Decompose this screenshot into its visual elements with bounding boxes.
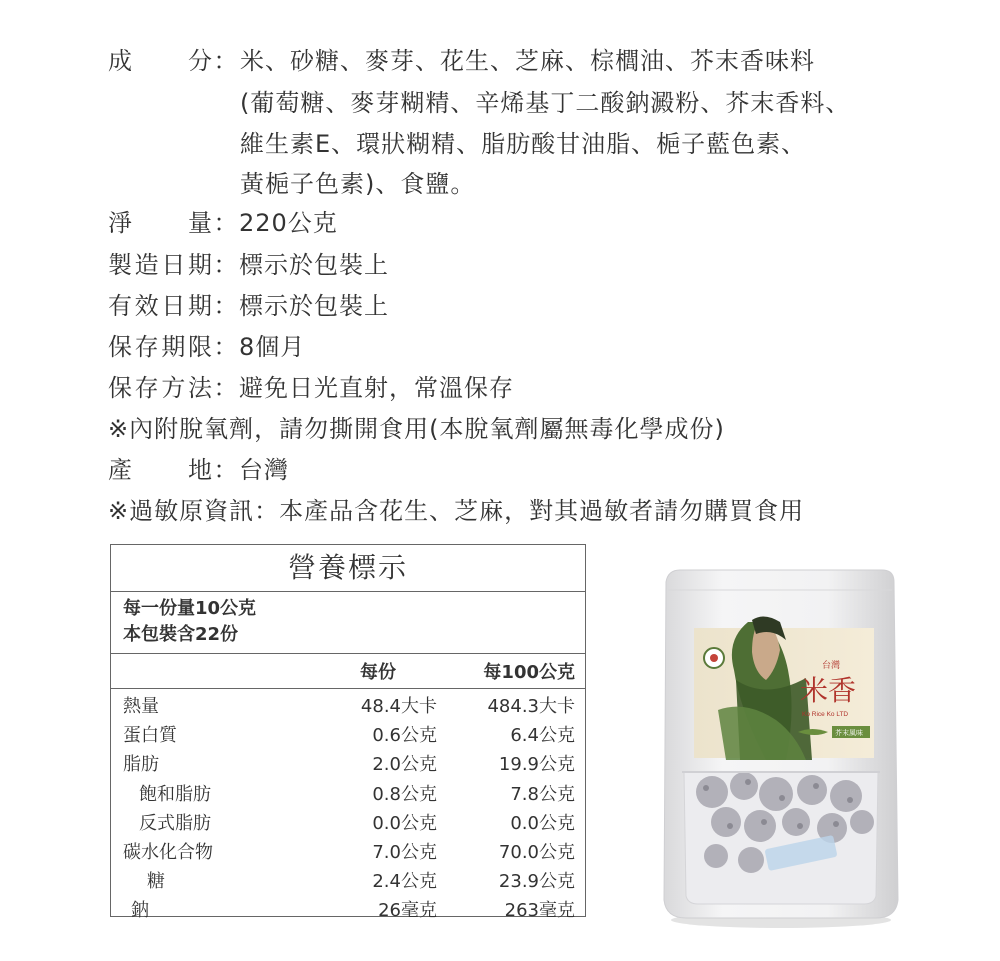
origin-value: 台灣 bbox=[239, 456, 289, 484]
manufacture-date-label: 製造日期 bbox=[108, 251, 213, 279]
servings-per-package: 本包裝含22份 bbox=[123, 624, 239, 645]
manufacture-date-row bbox=[108, 248, 389, 282]
nutrition-row bbox=[111, 896, 585, 925]
nutrition-row bbox=[111, 780, 585, 809]
nutrition-title: 營養標示 bbox=[111, 545, 585, 592]
product-image bbox=[656, 560, 906, 930]
manufacture-date-value: 標示於包裝上 bbox=[239, 251, 389, 279]
per-serving-value: 2.0公克 bbox=[372, 754, 437, 776]
shelf-life-label: 保存期限 bbox=[108, 333, 213, 361]
per-100g-value: 6.4公克 bbox=[510, 725, 575, 747]
serving-info bbox=[111, 592, 585, 654]
per-100g-value: 7.8公克 bbox=[510, 783, 575, 805]
per-serving-value: 0.8公克 bbox=[372, 783, 437, 805]
per-serving-value: 0.0公克 bbox=[372, 812, 437, 834]
brand-tagline: Ko Rice Ko LTD bbox=[802, 711, 849, 718]
nutrient-name: 鈉 bbox=[131, 900, 149, 922]
nutrient-name: 熱量 bbox=[123, 696, 159, 717]
per-serving-value: 0.6公克 bbox=[372, 725, 437, 747]
nutrition-row bbox=[111, 838, 585, 867]
per-serving-value: 26毫克 bbox=[378, 900, 437, 922]
per-100g-value: 484.3大卡 bbox=[487, 696, 575, 717]
nutrient-name: 蛋白質 bbox=[123, 725, 177, 747]
ingredients-line: 維生素E、環狀糊精、脂肪酸甘油脂、梔子藍色素、 bbox=[240, 130, 807, 158]
storage-value: 避免日光直射，常溫保存 bbox=[239, 374, 514, 402]
per-100g-value: 23.9公克 bbox=[498, 871, 575, 893]
net-weight-label: 淨量 bbox=[108, 209, 213, 237]
nutrition-row bbox=[111, 721, 585, 750]
per-serving-value: 48.4大卡 bbox=[360, 696, 437, 717]
net-weight-row bbox=[108, 206, 338, 240]
per-100g-value: 19.9公克 bbox=[498, 754, 575, 776]
colon: ： bbox=[213, 47, 239, 75]
per-100g-value: 0.0公克 bbox=[510, 812, 575, 834]
nutrition-row bbox=[111, 809, 585, 838]
net-weight-value: 220公克 bbox=[239, 209, 338, 237]
shelf-life-row bbox=[108, 330, 305, 364]
product-bag-illustration bbox=[656, 560, 906, 930]
flavor-tag: 芥末風味 bbox=[835, 730, 863, 737]
nutrition-row bbox=[111, 867, 585, 896]
nutrient-name: 糖 bbox=[147, 871, 165, 893]
col-per-100g: 每100公克 bbox=[483, 662, 575, 683]
colon: ： bbox=[213, 333, 239, 361]
per-100g-value: 263毫克 bbox=[504, 900, 575, 922]
per-serving-value: 7.0公克 bbox=[372, 842, 437, 864]
storage-row bbox=[108, 371, 514, 405]
nutrition-header bbox=[111, 654, 585, 689]
ingredients-line: 黃梔子色素)、食鹽。 bbox=[240, 170, 476, 198]
ingredients-line: 米、砂糖、麥芽、花生、芝麻、棕櫚油、芥末香味料 bbox=[240, 47, 815, 75]
col-per-serving: 每份 bbox=[360, 662, 396, 683]
nutrition-table bbox=[110, 544, 586, 922]
ingredients-line: (葡萄糖、麥芽糊精、辛烯基丁二酸鈉澱粉、芥末香料、 bbox=[240, 89, 851, 117]
brand-small-text: 台灣 bbox=[822, 660, 841, 670]
ingredients-row bbox=[108, 44, 239, 78]
deoxidizer-note: ※內附脫氧劑，請勿撕開食用(本脫氧劑屬無毒化學成份) bbox=[108, 415, 725, 443]
colon: ： bbox=[213, 292, 239, 320]
shelf-life-value: 8個月 bbox=[239, 333, 306, 361]
per-100g-value: 70.0公克 bbox=[498, 842, 575, 864]
expiry-date-row bbox=[108, 289, 389, 323]
colon: ： bbox=[213, 374, 239, 402]
nutrition-rows bbox=[111, 692, 585, 926]
storage-label: 保存方法 bbox=[108, 374, 213, 402]
nutrition-row bbox=[111, 692, 585, 721]
colon: ： bbox=[213, 456, 239, 484]
ingredients-label: 成分 bbox=[108, 47, 213, 75]
expiry-date-value: 標示於包裝上 bbox=[239, 292, 389, 320]
colon: ： bbox=[213, 209, 239, 237]
brand-big-text: 米香 bbox=[800, 676, 857, 707]
nutrient-name: 碳水化合物 bbox=[123, 842, 213, 864]
nutrient-name: 脂肪 bbox=[123, 754, 159, 776]
origin-row bbox=[108, 453, 289, 487]
expiry-date-label: 有效日期 bbox=[108, 292, 213, 320]
serving-size: 每一份量10公克 bbox=[123, 598, 257, 619]
nutrition-row bbox=[111, 750, 585, 779]
nutrient-name: 反式脂肪 bbox=[139, 812, 211, 834]
allergen-note: ※過敏原資訊：本產品含花生、芝麻，對其過敏者請勿購買食用 bbox=[108, 497, 805, 525]
colon: ： bbox=[213, 251, 239, 279]
origin-label: 產地 bbox=[108, 456, 213, 484]
nutrient-name: 飽和脂肪 bbox=[139, 783, 211, 805]
per-serving-value: 2.4公克 bbox=[372, 871, 437, 893]
